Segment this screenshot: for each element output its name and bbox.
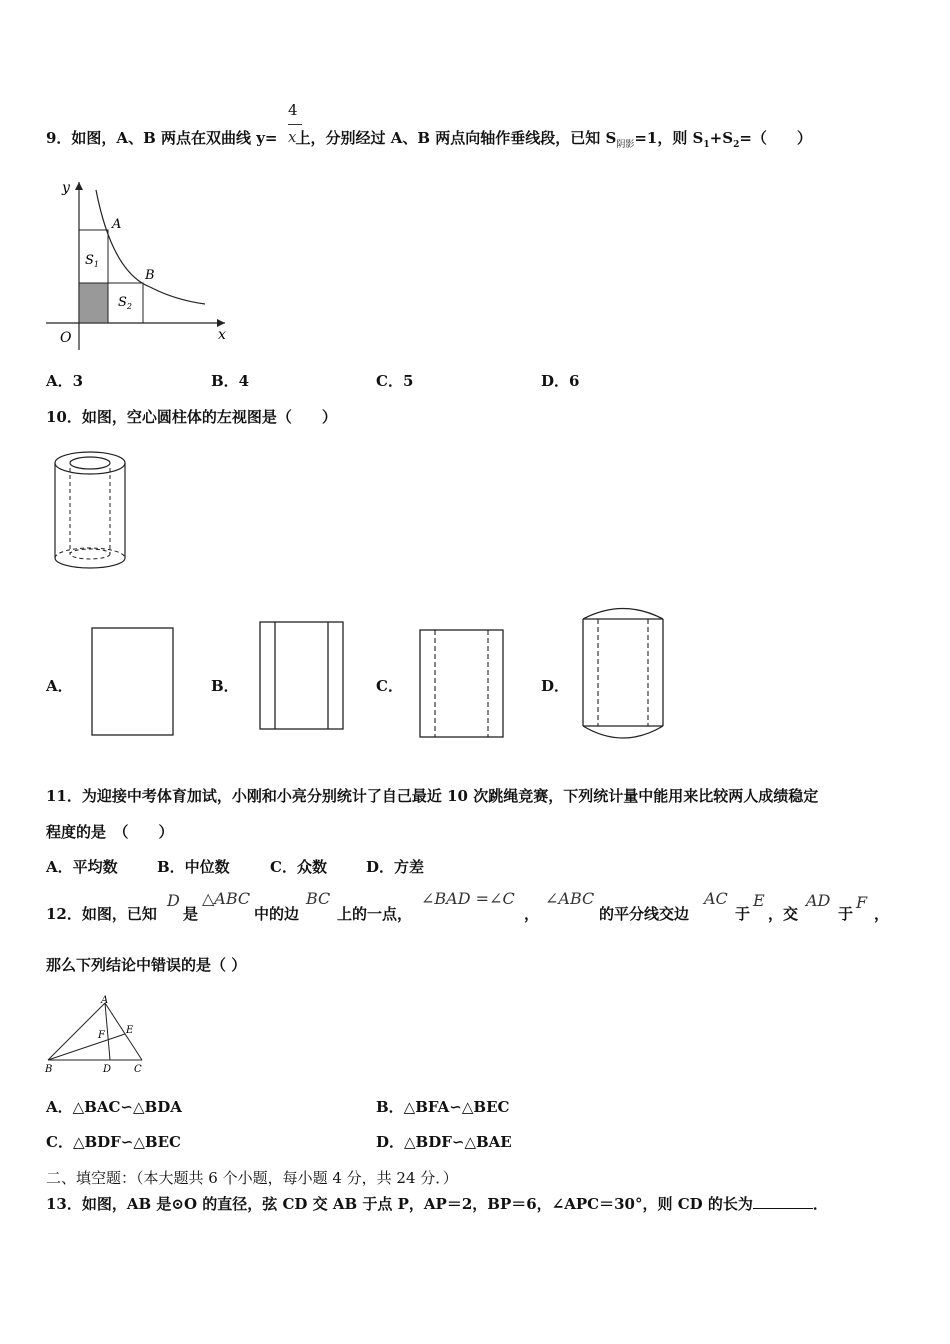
q12-label-e: E <box>126 1025 134 1036</box>
q12-stem-part1: 12．如图，已知 <box>46 905 157 923</box>
q12-option-d: D．△BDF∽△BAE <box>376 1133 512 1151</box>
q9-fraction-numerator: 4 <box>288 101 298 119</box>
q12-stem-part7: 于 <box>735 905 751 923</box>
q12-stem-part4: 上的一点， <box>337 905 413 923</box>
q10-option-a-label: A． <box>46 677 73 695</box>
q11-stem-line2: 程度的是 （ ） <box>46 823 174 841</box>
q9-origin-label: O <box>60 330 72 346</box>
q12-math-ac: AC <box>704 889 728 908</box>
q13-stem: 13．如图，AB 是⊙O 的直径，弦 CD 交 AB 于点 P，AP＝2，BP＝6，∠APC＝30°，则 CD 的长为 ． <box>46 1195 828 1213</box>
q10-hollow-cylinder-figure <box>50 448 130 572</box>
q9-option-c: C．5 <box>376 372 414 390</box>
q12-label-c: C <box>134 1064 142 1075</box>
q9-point-a-label: A <box>112 217 122 232</box>
q9-point-b-label: B <box>145 268 155 283</box>
q12-stem-part5: ， <box>524 905 540 923</box>
q9-s1-label: $S_1$ <box>85 253 99 269</box>
q12-math-f: F <box>856 893 868 912</box>
section-heading: 二、填空题：（本大题共 6 个小题，每小题 4 分，共 24 分．） <box>46 1169 458 1187</box>
q12-math-ad: AD <box>806 891 831 910</box>
q9-stem: 9．如图，A、B 两点在双曲线 y= 上，分别经过 A、B 两点向轴作垂线段，已知 $S_{阴影}=1$，则 $S_1+S_2=$（ ） <box>46 129 812 150</box>
q9-fraction-bar <box>288 124 302 125</box>
q11-option-c: C．众数 <box>270 858 327 876</box>
q11-option-a: A．平均数 <box>46 858 118 876</box>
q9-y-axis-label: y <box>62 180 70 196</box>
q12-math-e: E <box>753 891 765 910</box>
q12-label-d: D <box>103 1064 112 1075</box>
q12-math-bc: BC <box>306 889 331 908</box>
q12-stem-part10: ， <box>874 905 890 923</box>
q11-option-b: B．中位数 <box>157 858 230 876</box>
q12-stem-part9: 于 <box>838 905 854 923</box>
q12-stem-part8: ，交 <box>768 905 799 923</box>
q11-stem-line1: 11．为迎接中考体育加试，小刚和小亮分别统计了自己最近 10 次跳绳竞赛，下列统计量中能用来比较两人成绩稳定 <box>46 787 819 805</box>
q12-math-triangle-abc: △ABC <box>202 889 251 908</box>
q9-s2-label: $S_2$ <box>118 295 132 311</box>
q12-stem-line2: 那么下列结论中错误的是（ ） <box>46 956 247 974</box>
q12-stem-part2: 是 <box>183 905 199 923</box>
q10-stem: 10．如图，空心圆柱体的左视图是（ ） <box>46 408 337 426</box>
q12-stem-part3: 中的边 <box>254 905 300 923</box>
q9-fraction-denominator: x <box>288 128 297 146</box>
q9-option-b: B．4 <box>211 372 250 390</box>
q12-triangle-figure <box>40 992 160 1076</box>
q9-option-d: D．6 <box>541 372 580 390</box>
q12-option-b: B．△BFA∽△BEC <box>376 1098 510 1116</box>
q12-label-a: A <box>101 995 109 1006</box>
q10-option-b-figure <box>258 620 346 732</box>
q10-option-b-label: B． <box>211 677 239 695</box>
q10-option-a-figure <box>90 626 176 738</box>
q9-option-a: A．3 <box>46 372 84 390</box>
q11-option-d: D．方差 <box>366 858 425 876</box>
q13-answer-blank <box>753 1194 813 1209</box>
q10-option-c-figure <box>418 628 506 740</box>
q9-hyperbola-figure <box>40 172 240 352</box>
q12-stem-part6: 的平分线交边 <box>599 905 690 923</box>
q12-option-c: C．△BDF∽△BEC <box>46 1133 181 1151</box>
q12-math-angle-abc: ∠ABC <box>545 889 595 908</box>
q10-option-d-label: D． <box>541 677 570 695</box>
q12-math-angle-bad: ∠BAD =∠C <box>421 889 515 908</box>
q12-label-f: F <box>98 1030 105 1041</box>
q12-math-d: D <box>167 891 180 910</box>
q12-option-a: A．△BAC∽△BDA <box>46 1098 182 1116</box>
q9-x-axis-label: x <box>218 327 226 343</box>
q12-label-b: B <box>45 1064 53 1075</box>
q10-option-c-label: C． <box>376 677 403 695</box>
q10-option-d-figure <box>580 604 668 746</box>
